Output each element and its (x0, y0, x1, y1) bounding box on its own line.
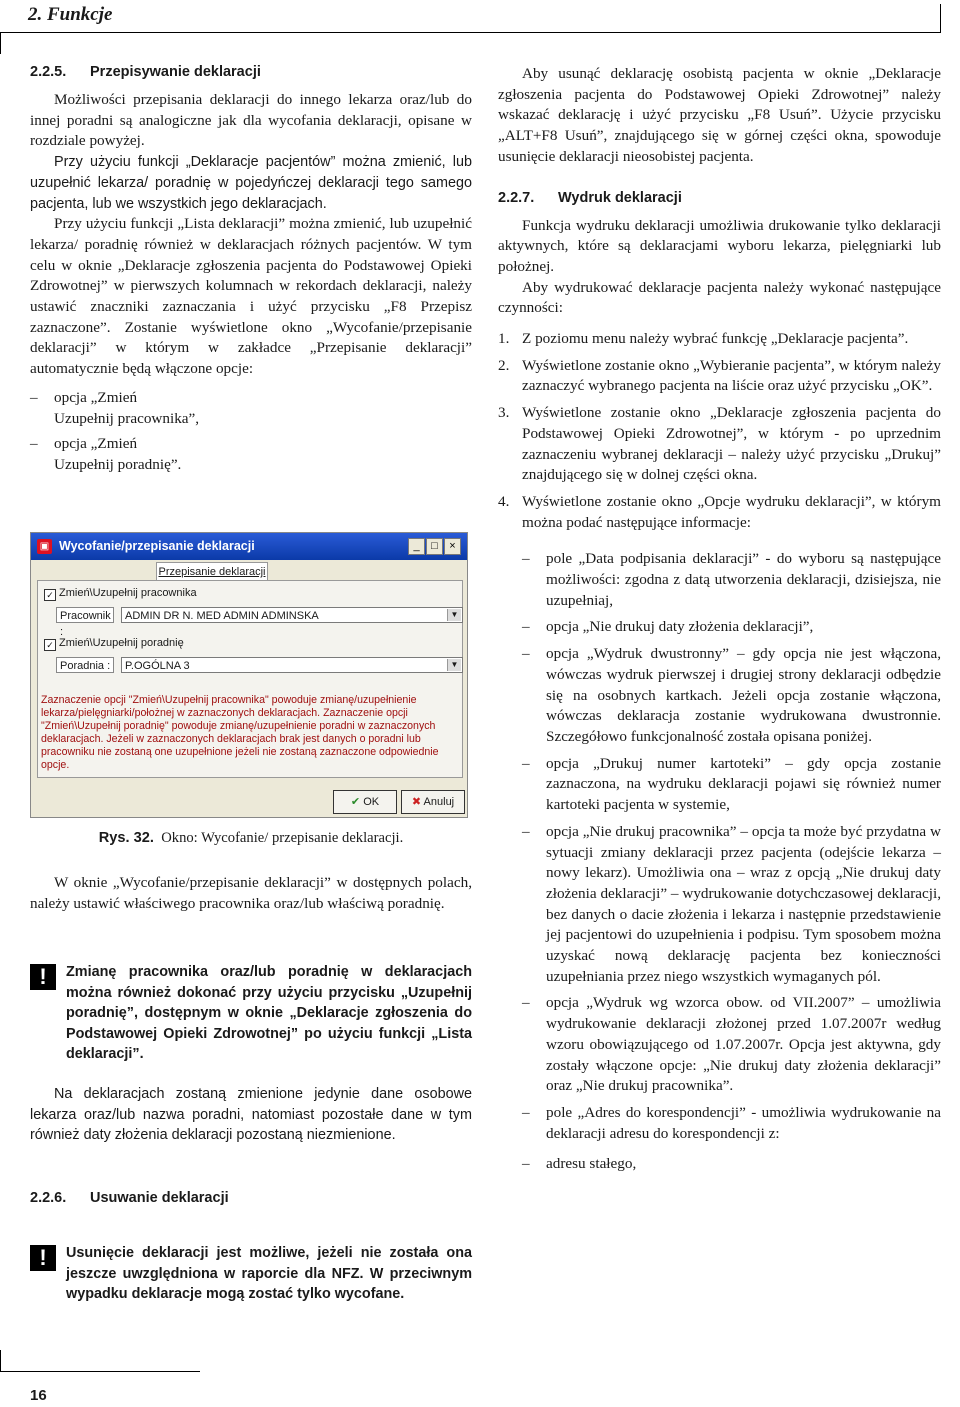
tab-przepisanie[interactable]: Przepisanie deklaracji (156, 562, 268, 581)
header-rule-tick (0, 32, 1, 54)
page-number: 16 (30, 1387, 47, 1404)
checkbox-poradnia[interactable]: ✓ (44, 639, 56, 651)
chevron-down-icon: ▼ (447, 659, 461, 671)
section-title: Przepisywanie deklaracji (90, 64, 261, 80)
header-rule-tick (940, 4, 941, 33)
options-list (498, 549, 941, 1144)
option-item: – opcja „Drukuj numer kartoteki” – gdy opcja zostanie zaznaczona, na wydruku deklaracji pojawi się również numer kartoteki pacjenta w systemie, (522, 754, 941, 814)
paragraph: W oknie „Wycofanie/przepisanie deklaracji” w dostępnych polach, należy ustawić właściwego pracownika oraz/lub właściwą poradnię. (30, 874, 472, 912)
option-item: – opcja „Zmień Uzupełnij pracownika”, (30, 388, 200, 427)
cancel-button[interactable]: ✖ Anuluj (401, 790, 465, 814)
section-number: 2.2.5. (30, 64, 67, 80)
paragraph-block (30, 873, 472, 914)
pracownik-select[interactable]: ADMIN DR N. MED ADMIN ADMINSKA ▼ (121, 607, 463, 623)
section-title: Usuwanie deklaracji (90, 1190, 229, 1206)
step-item: 2. Wyświetlone zostanie okno „Wybieranie pacjenta”, w którym należy zaznaczyć wybranego pacjenta na liście oraz użyć przycisku „OK”. (498, 356, 941, 395)
section-heading (30, 64, 472, 80)
step-item: 1. Z poziomu menu należy wybrać funkcję „Deklaracje pacjenta”. (498, 330, 909, 348)
figure-caption: Rys. 32. Okno: Wycofanie/ przepisanie deklaracji. (98, 830, 404, 846)
right-column (498, 64, 941, 1175)
app-icon: ▣ (37, 539, 52, 554)
section-title: Wydruk deklaracji (558, 189, 682, 206)
warning-icon: ! (30, 1245, 56, 1271)
paragraph: Przy użyciu funkcji „Deklaracje pacjentów” można zmienić, lub uzupełnić lekarza/ poradnię w pojedyńczej deklaracji tego samego pacjenta, lub we wszystkich jego deklaracjach. (30, 154, 472, 212)
checkbox-label: Zmień\Uzupełnij pracownika (59, 587, 197, 599)
section-heading (498, 190, 941, 206)
steps-list (498, 329, 941, 533)
poradnia-label: Poradnia : (56, 657, 114, 673)
warning-box (30, 1243, 472, 1305)
option-item: – opcja „Nie drukuj pracownika” – opcja ta może być przydatna w sytuacji zmiany deklaracji przez pacjenta (odejście lekarza – nowy lekarz). Umożliwia ona – wraz z opcją „Nie drukuj daty złożenia deklaracji” – wydrukowanie dotychczasowej deklaracji, bez danych o dacie złożenia i lekarza i następnie przedstawienie jej pacjentowi do uzupełnienia i podpisu. Tym sposobem można uzyskać nową deklarację pacjenta bez konieczności uzupełniania przez niego wszystkich wymaganych pól. (522, 822, 941, 985)
warning-icon: ! (30, 964, 56, 990)
tab-panel (37, 580, 463, 778)
warning-text: Usunięcie deklaracji jest możliwe, jeżeli nie została ona jeszcze uwzględniona w raporcie dla NFZ. W przeciwnym wypadku deklaracje mogą zostać tylko wycofane. (66, 1245, 472, 1303)
warning-box (30, 962, 472, 1065)
chevron-down-icon: ▼ (447, 609, 461, 621)
checkbox-label: Zmień\Uzupełnij poradnię (59, 637, 184, 649)
poradnia-select[interactable]: P.OGÓLNA 3 ▼ (121, 657, 463, 673)
pracownik-label: Pracownik : (56, 607, 114, 623)
close-icon[interactable]: × (444, 538, 461, 555)
check-icon: ✔ (350, 796, 361, 808)
option-item: – opcja „Wydruk wg wzorca obow. od VII.2007” – umożliwia wydrukowanie deklaracji złożonej przed 1.07.2007r według wzoru obowiązującego od 1.07.2007r. Opcja jest aktywna, gdy zostały włączone opcje: „Nie drukuj daty złożenia deklaracji” oraz „Nie drukuj pracownika”. (522, 994, 941, 1095)
header-rule (0, 32, 940, 33)
option-item: – pole „Data podpisania deklaracji” - do wyboru są następujące możliwości: zgodna z datą utworzenia deklaracji, dzisiejsza, nie uzupełniaj, (522, 550, 941, 609)
paragraph: Przy użyciu funkcji „Lista deklaracji” można zmienić, lub uzupełnić lekarza/ poradnię również w deklaracjach różnych pacjentów. W tym celu w oknie „Deklaracje zgłoszenia pacjenta do Podstawowej Opieki Zdrowotnej” w pierwszych kolumnach w rekordach deklaracji, należy ustawić znaczniki zaznaczania i użyć przycisku „F8 Przepisz zaznaczone”. Zostanie wyświetlone okno „Wycofanie/przepisanie deklaracji” w którym w zakładce „Przepisanie deklaracji” automatycznie będą włączone opcje: (30, 215, 472, 378)
paragraph: Na deklaracjach zostaną zmienione jedynie dane osobowe lekarza oraz/lub nazwa poradni, natomiast pozostałe dane w tym również daty złożenia deklaracji pozostaną niezmienione. (30, 1086, 472, 1144)
step-item: 3. Wyświetlone zostanie okno „Deklaracje zgłoszenia pacjenta do Podstawowej Opieki Zdrowotnej”, w którym - po uprzednim zaznaczeniu wybranej deklaracji – należy użyć przycisku „Drukuj” znajdującego się w dolnej części okna. (498, 404, 941, 484)
option-item: – pole „Adres do korespondencji” - umożliwia wydrukowanie na deklaracji adresu do korespondencji z: (522, 1103, 941, 1142)
paragraph: Aby usunąć deklarację osobistą pacjenta w oknie „Deklaracje zgłoszenia pacjenta do Podstawowej Opieki Zdrowotnej” należy wskazać deklarację i użyć przycisku „F8 Usuń”. Użycie przycisku „ALT+F8 Usuń”, znajdującego się w górnej części okna, spowoduje usunięcie deklaracji nieosobistej pacjenta. (498, 65, 941, 165)
checkbox-pracownik[interactable]: ✓ (44, 589, 56, 601)
paragraph: Aby wydrukować deklaracje pacjenta należy wykonać następujące czynności: (498, 278, 941, 317)
footer-rule (0, 1371, 200, 1372)
section-2-2-6 (30, 1190, 472, 1206)
option-item: – opcja „Nie drukuj daty złożenia deklaracji”, (522, 618, 814, 636)
section-heading (30, 1190, 472, 1206)
footer-rule-tick (0, 1350, 1, 1372)
dialog-screenshot (30, 532, 468, 818)
warning-text: Zmianę pracownika oraz/lub poradnię w deklaracjach można również dokonać przy użyciu przycisku „Uzupełnij poradnię”, dostępnym w oknie „Deklaracje zgłoszenia do Podstawowej Opieki Zdrowotnej” po użyciu funkcji „Lista deklaracji”. (66, 964, 472, 1063)
minimize-icon[interactable]: _ (408, 538, 425, 555)
ok-button[interactable]: ✔ OK (333, 790, 397, 814)
section-2-2-5 (30, 64, 472, 476)
paragraph: Możliwości przepisania deklaracji do innego lekarza oraz/lub do innej poradni są analogiczne jak dla wycofania deklaracji, opisane w rozdziale powyżej. (30, 91, 472, 150)
section-number: 2.2.6. (30, 1190, 67, 1206)
option-item: – opcja „Wydruk dwustronny” – gdy opcja nie jest włączona, wówczas wydruk pierwszej i drugiej strony deklaracji odbędzie się na osobnych kartkach. Jeżeli opcja zostanie włączona, wówczas deklaracja zostanie wydrukowana dwustronnie. Szczegółowo funkcjonalność została opisana poniżej. (522, 645, 941, 745)
dialog-title: Wycofanie/przepisanie deklaracji (31, 533, 467, 560)
paragraph-block (30, 1084, 472, 1146)
chapter-title: 2. Funkcje (28, 4, 113, 25)
step-item: 4. Wyświetlone zostanie okno „Opcje wydruku deklaracji”, w którym można podać następujące informacje: (498, 492, 941, 531)
cross-icon: ✖ (411, 796, 422, 808)
info-text: Zaznaczenie opcji "Zmień\Uzupełnij pracownika" powoduje zmianę/uzupełnienie lekarza/pielęgniarki/położnej w zaznaczonych deklaracjach. Zaznaczenie opcji "Zmień\Uzupełnij poradnię" powoduje zmianę/uzupełnienie poradni w zaznaczonych deklaracjach. Jeżeli w zaznaczonych deklaracjach brak jest danych o poradni lub pracowniku nie zostaną one uzupełnione jeżeli nie zostaną zaznaczone odpowiednie opcje. (41, 694, 439, 771)
section-number: 2.2.7. (498, 189, 535, 206)
maximize-icon[interactable]: □ (426, 538, 443, 555)
option-item: – opcja „Zmień Uzupełnij poradnię”. (30, 435, 182, 473)
paragraph: Funkcja wydruku deklaracji umożliwia drukowanie tylko deklaracji aktywnych, które są deklaracjami wyboru lekarza, pielęgniarki lub położnej. (498, 216, 941, 275)
sub-option-item: – adresu stałego, (522, 1155, 637, 1173)
